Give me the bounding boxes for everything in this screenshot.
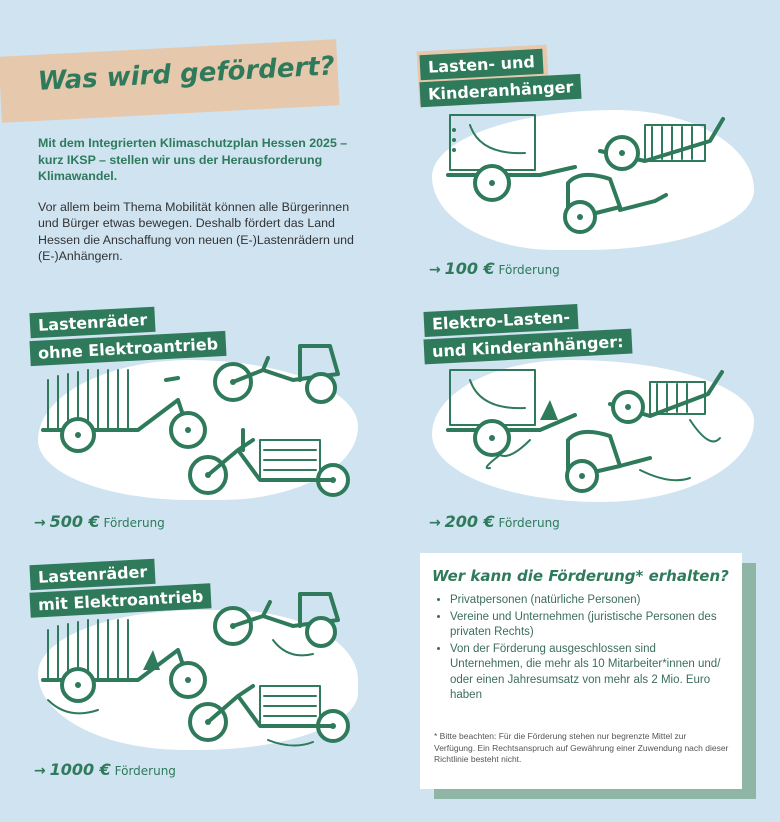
eligibility-item: • Vereine und Unternehmen (juristische Personen des privaten Rechts) xyxy=(450,610,730,641)
etrailers-illustration xyxy=(440,360,750,505)
eligibility-note: * Bitte beachten: Für die Förderung stehen nur begrenzte Mittel zur Verfügung. Ein Rechtsanspruch auf Gewährung einer Zuwendung nach dieser Richtlinie besteht nicht. xyxy=(434,731,729,764)
intro-lead: Mit dem Integrierten Klimaschutzplan Hessen 2025 – kurz IKSP – stellen wir uns der Herausforderung Klimawandel. xyxy=(38,136,348,183)
etrailers-amount: 200 € xyxy=(444,512,495,531)
intro-text xyxy=(38,135,368,265)
ecargo-price xyxy=(34,760,176,779)
trailers-suffix: Förderung xyxy=(498,263,560,277)
arrow-icon: → xyxy=(429,515,441,531)
cargo-title-line2: ohne Elektroantrieb xyxy=(29,331,226,366)
cargo-illustration xyxy=(38,340,358,500)
etrailers-price xyxy=(429,512,560,531)
eligibility-title: Wer kann die Förderung* erhalten? xyxy=(432,567,729,585)
eligibility-list xyxy=(434,593,730,705)
arrow-icon: → xyxy=(34,763,46,779)
trailers-illustration xyxy=(440,105,750,250)
ecargo-illustration xyxy=(38,590,358,750)
intro-body: Vor allem beim Thema Mobilität können alle Bürgerinnen und Bürger etwas bewegen. Deshalb fördert das Land Hessen die Anschaffung von neuen (E-)Lastenrädern und (E-)Anhängern. xyxy=(38,199,354,263)
cargo-price xyxy=(34,512,165,531)
trailers-title-line2: Kinderanhänger xyxy=(419,74,582,107)
trailers-price xyxy=(429,259,560,278)
etrailers-title-line2: und Kinderanhänger: xyxy=(423,329,632,365)
trailers-title-line1: Lasten- und xyxy=(419,49,543,80)
etrailers-title-line1: Elektro-Lasten- xyxy=(423,304,578,337)
ecargo-title-line2: mit Elektroantrieb xyxy=(29,583,211,617)
etrailers-suffix: Förderung xyxy=(498,516,560,530)
title-banner xyxy=(0,39,339,123)
arrow-icon: → xyxy=(34,515,46,531)
eligibility-box xyxy=(420,553,742,789)
cargo-suffix: Förderung xyxy=(103,516,165,530)
cargo-title-line1: Lastenräder xyxy=(29,307,155,339)
eligibility-item: • Privatpersonen (natürliche Personen) xyxy=(450,593,730,609)
arrow-icon: → xyxy=(429,262,441,278)
ecargo-suffix: Förderung xyxy=(114,764,176,778)
eligibility-item: • Von der Förderung ausgeschlossen sind Unternehmen, die mehr als 10 Mitarbeiter*innen und/ oder einen Jahresumsatz von mehr als 2 Mio. Euro haben xyxy=(450,642,730,704)
ecargo-amount: 1000 € xyxy=(49,760,111,779)
trailers-amount: 100 € xyxy=(444,259,495,278)
cargo-amount: 500 € xyxy=(49,512,100,531)
ecargo-title-line1: Lastenräder xyxy=(29,559,155,591)
page-title: Was wird gefördert? xyxy=(37,51,336,97)
